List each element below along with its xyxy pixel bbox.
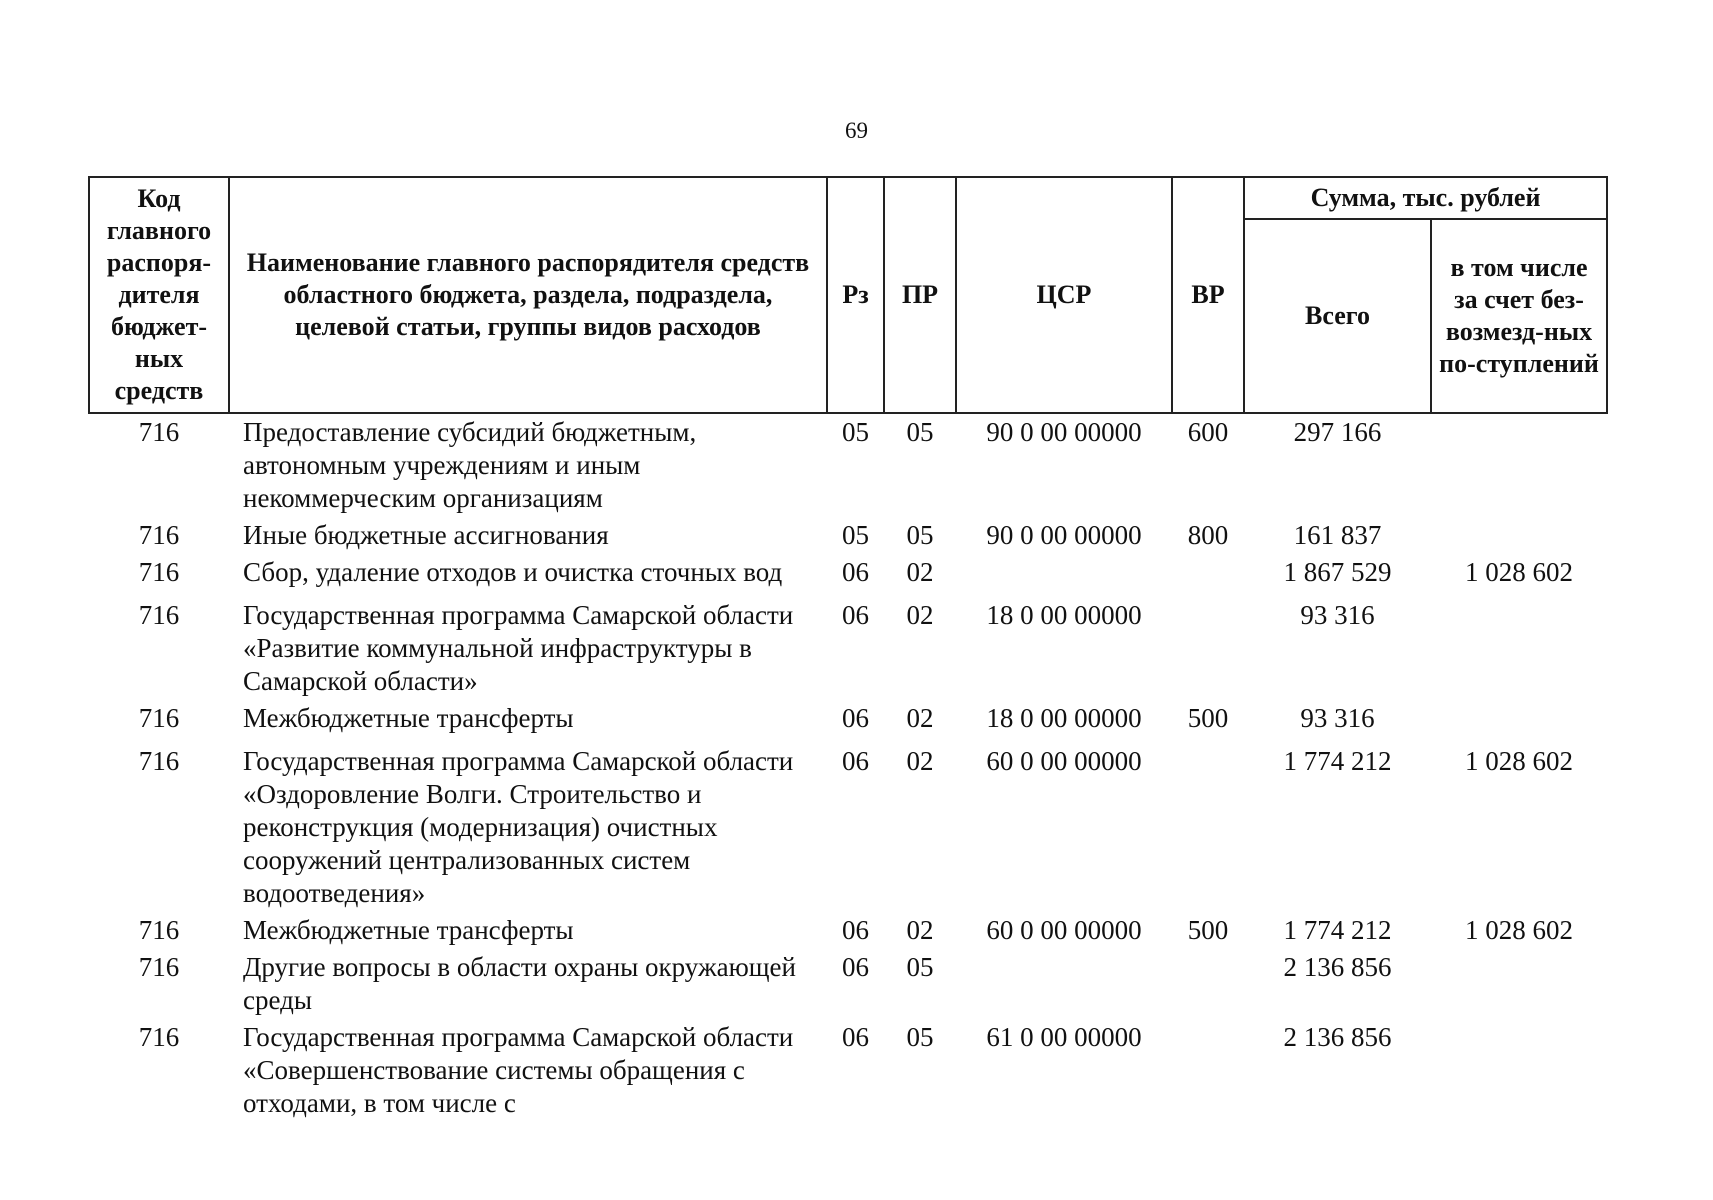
table-row [89,413,1607,517]
cell-pr: 02 [906,703,934,733]
cell-rz: 06 [842,703,869,733]
cell-vr [1172,737,1244,912]
table-row [89,912,1607,949]
cell-vr [1172,554,1244,591]
table-row [89,737,1607,912]
cell-rz: 06 [842,915,869,945]
cell-total: 297 166 [1293,417,1382,447]
cell-code: 716 [138,417,180,447]
cell-name: Сбор, удаление отходов и очистка сточных вод [243,557,783,587]
cell-csr: 90 0 00 00000 [986,417,1142,447]
cell-free [1431,1019,1607,1122]
cell-total: 1 867 529 [1283,557,1392,587]
cell-free [1431,949,1607,1019]
table-header [89,177,1607,413]
cell-name: Государственная программа Самарской области «Оздоровление Волги. Строительство и реконструкция (модернизация) очистных сооружений централизованных систем водоотведения» [243,746,794,908]
cell-csr: 60 0 00 00000 [986,915,1142,945]
page-number: 69 [845,118,868,143]
table-row [89,591,1607,700]
cell-free: 1 028 602 [1465,557,1573,587]
header-csr: ЦСР [956,177,1172,413]
cell-name: Государственная программа Самарской области «Совершенствование системы обращения с отходами, в том числе с [243,1022,794,1118]
cell-total: 2 136 856 [1283,952,1392,982]
table-row [89,517,1607,554]
header-rz: Рз [827,177,884,413]
cell-code: 716 [138,1022,180,1052]
cell-total: 93 316 [1300,600,1375,630]
cell-rz: 06 [842,600,869,630]
cell-free [1431,413,1607,517]
cell-code: 716 [138,746,180,776]
cell-total: 93 316 [1300,703,1375,733]
cell-pr: 02 [906,746,934,776]
cell-vr: 500 [1187,915,1229,945]
cell-csr: 18 0 00 00000 [986,600,1142,630]
cell-code: 716 [138,520,180,550]
cell-free [1431,591,1607,700]
cell-csr: 61 0 00 00000 [986,1022,1142,1052]
cell-rz: 05 [842,417,869,447]
cell-total: 161 837 [1293,520,1382,550]
cell-name: Межбюджетные трансферты [243,703,574,733]
header-total: Всего [1244,219,1431,413]
cell-vr: 600 [1187,417,1229,447]
cell-rz: 06 [842,557,869,587]
table-row [89,949,1607,1019]
budget-table [88,176,1608,1122]
cell-code: 716 [138,952,180,982]
cell-pr: 05 [906,520,934,550]
cell-name: Иные бюджетные ассигнования [243,520,609,550]
table-row [89,554,1607,591]
cell-free [1431,700,1607,737]
header-pr: ПР [884,177,956,413]
cell-name: Предоставление субсидий бюджетным, автономным учреждениям и иным некоммерческим организациям [243,417,697,513]
cell-pr: 02 [906,600,934,630]
cell-rz: 06 [842,1022,869,1052]
table-row [89,700,1607,737]
cell-pr: 02 [906,915,934,945]
cell-free: 1 028 602 [1465,746,1573,776]
cell-rz: 06 [842,952,869,982]
cell-pr: 05 [906,952,934,982]
cell-vr [1172,949,1244,1019]
cell-free: 1 028 602 [1465,915,1573,945]
cell-csr: 18 0 00 00000 [986,703,1142,733]
cell-pr: 05 [906,1022,934,1052]
cell-vr [1172,1019,1244,1122]
cell-name: Другие вопросы в области охраны окружающей среды [243,952,796,1015]
header-vr: ВР [1172,177,1244,413]
cell-vr: 500 [1187,703,1229,733]
cell-pr: 02 [906,557,934,587]
cell-csr: 90 0 00 00000 [986,520,1142,550]
cell-total: 2 136 856 [1283,1022,1392,1052]
cell-code: 716 [138,557,180,587]
cell-rz: 05 [842,520,869,550]
table-body [89,413,1607,1122]
cell-code: 716 [138,703,180,733]
cell-code: 716 [138,600,180,630]
cell-pr: 05 [906,417,934,447]
cell-vr [1172,591,1244,700]
cell-csr: 60 0 00 00000 [986,746,1142,776]
cell-name: Межбюджетные трансферты [243,915,574,945]
header-code: Код главного распоря-дителя бюджет-ных средств [89,177,229,413]
header-name: Наименование главного распорядителя средств областного бюджета, раздела, подраздела, целевой статьи, группы видов расходов [229,177,827,413]
header-free-receipts: в том числе за счет без-возмезд-ных по-ступлений [1431,219,1607,413]
cell-total: 1 774 212 [1283,746,1392,776]
cell-vr: 800 [1187,520,1229,550]
cell-name: Государственная программа Самарской области «Развитие коммунальной инфраструктуры в Самарской области» [243,600,794,696]
cell-csr [956,554,1172,591]
cell-rz: 06 [842,746,869,776]
cell-code: 716 [138,915,180,945]
header-sum-group: Сумма, тыс. рублей [1244,177,1607,219]
table-row [89,1019,1607,1122]
cell-free [1431,517,1607,554]
cell-csr [956,949,1172,1019]
cell-total: 1 774 212 [1283,915,1392,945]
